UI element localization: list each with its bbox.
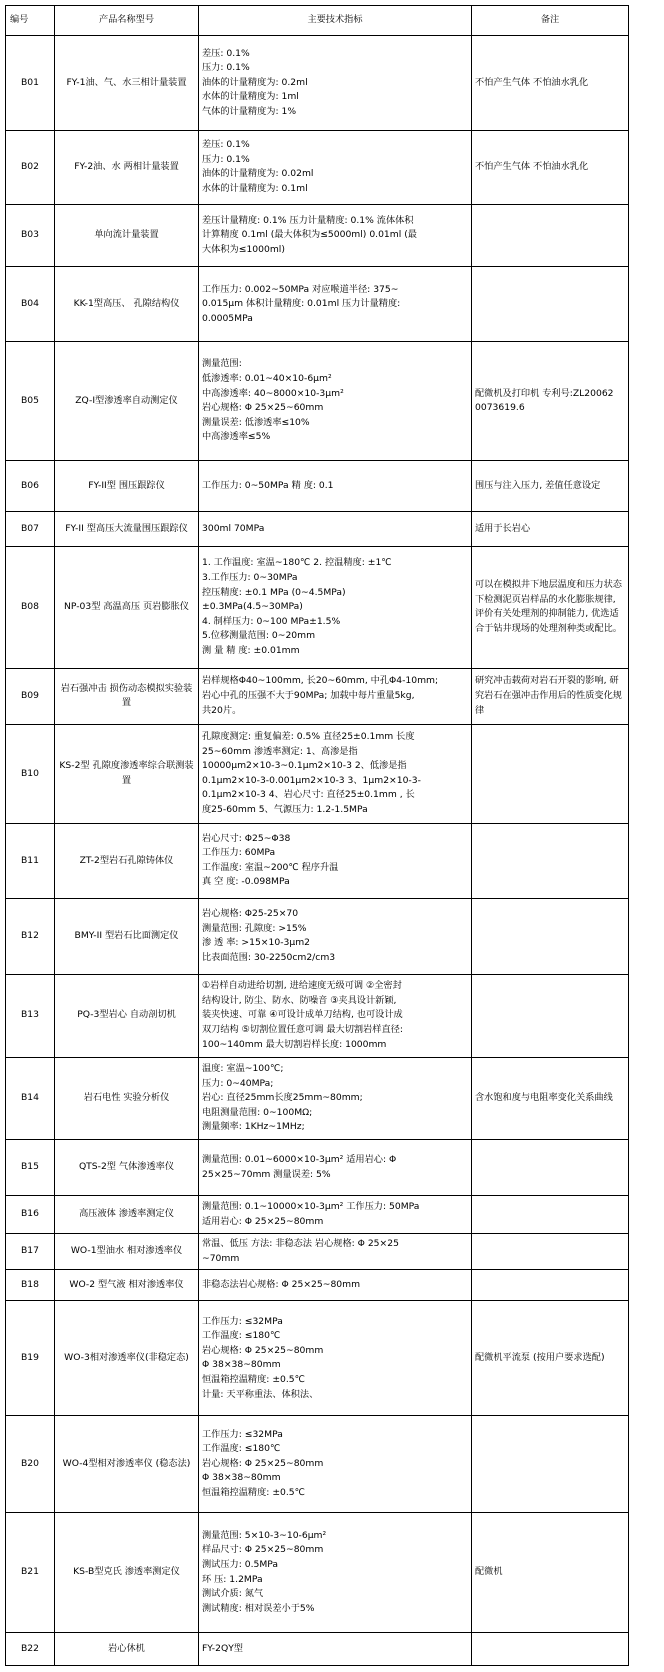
spec-line: Φ 38×38~80mm: [202, 1359, 281, 1371]
spec-line: 工作压力: ≤32MPa: [202, 1315, 283, 1327]
spec-line: 测 量 精 度: ±0.01mm: [202, 644, 300, 656]
cell-remark: 可以在模拟井下地层温度和压力状态下检测泥页岩样品的水化膨胀规律, 评价有关处理剂的抑制能力, 优选适合于钻井现场的处理剂种类或配比。: [472, 547, 629, 669]
spec-line: 温度: 室温~100℃;: [202, 1062, 284, 1074]
cell-specifications: [199, 547, 472, 669]
table-row: [6, 460, 629, 511]
table-row: [6, 267, 629, 342]
table-row: [6, 974, 629, 1057]
cell-product-name: 岩石电性 实验分析仪: [55, 1057, 199, 1140]
cell-specifications: [199, 204, 472, 267]
cell-code: B05: [6, 342, 55, 461]
table-row: [6, 512, 629, 547]
spec-line: 0.0005MPa: [202, 312, 253, 324]
spec-line: 岩样规格Φ40~100mm, 长20~60mm, 中孔Φ4-10mm;: [202, 675, 439, 687]
table-row: [6, 1057, 629, 1140]
spec-line: 真 空 度: -0.098MPa: [202, 876, 290, 888]
header-code: 编号: [6, 6, 55, 36]
spec-line: 300ml 70MPa: [202, 522, 265, 534]
spec-line: ①岩样自动进给切割, 进给速度无级可调 ②全密封: [202, 980, 402, 992]
cell-product-name: ZT-2型岩石孔隙铸体仪: [55, 823, 199, 898]
spec-line: 工作温度: 室温~200℃ 程序升温: [202, 861, 339, 873]
cell-specifications: [199, 267, 472, 342]
spec-line: 25×25~70mm 测量误差: 5%: [202, 1168, 331, 1180]
spec-line: 适用岩心: Φ 25×25~80mm: [202, 1215, 324, 1227]
spec-line: 差压: 0.1%: [202, 139, 250, 151]
table-row: [6, 1512, 629, 1633]
cell-code: B16: [6, 1196, 55, 1234]
table-row: [6, 898, 629, 974]
cell-product-name: KS-2型 孔隙度渗透率综合联测装置: [55, 724, 199, 823]
spec-line: 计量: 天平称重法、体积法、: [202, 1388, 319, 1400]
cell-specifications: [199, 512, 472, 547]
spec-line: 10000μm2×10-3~0.1μm2×10-3 2、低渗是指: [202, 760, 407, 772]
cell-specifications: [199, 1140, 472, 1196]
spec-line: 岩心规格: Φ 25×25~60mm: [202, 402, 324, 414]
spec-line: 装夹快速、可靠 ④可设计成单刀结构, 也可设计成: [202, 1009, 403, 1021]
table-row: [6, 1140, 629, 1196]
table-body: [6, 36, 629, 1666]
cell-code: B20: [6, 1416, 55, 1512]
cell-specifications: [199, 1633, 472, 1666]
cell-code: B09: [6, 668, 55, 724]
cell-code: B11: [6, 823, 55, 898]
cell-product-name: WO-3相对渗透率仪(非稳定态): [55, 1301, 199, 1416]
spec-line: 环 压: 1.2MPa: [202, 1573, 263, 1585]
spec-line: 共20片。: [202, 704, 242, 716]
spec-line: 低渗透率: 0.01~40×10-6μm²: [202, 372, 332, 384]
spec-line: 渗 透 率: >15×10-3μm2: [202, 937, 310, 949]
spec-line: 油体的计量精度为: 0.02ml: [202, 168, 314, 180]
cell-remark: 不怕产生气体 不怕油水乳化: [472, 36, 629, 131]
table-row: [6, 1633, 629, 1666]
spec-line: 岩心尺寸: Φ25~Φ38: [202, 832, 291, 844]
spec-line: 压力: 0.1%: [202, 153, 250, 165]
cell-specifications: [199, 1512, 472, 1633]
header-note: 备注: [472, 6, 629, 36]
spec-line: 孔隙度测定: 重复偏差: 0.5% 直径25±0.1mm 长度: [202, 731, 415, 743]
cell-product-name: PQ-3型岩心 自动剖切机: [55, 974, 199, 1057]
cell-specifications: [199, 36, 472, 131]
header-name: 产品名称型号: [55, 6, 199, 36]
spec-line: ~70mm: [202, 1252, 240, 1264]
spec-line: 25~60mm 渗透率测定: 1、高渗是指: [202, 745, 358, 757]
table-row: [6, 131, 629, 205]
spec-line: 工作温度: ≤180℃: [202, 1443, 281, 1455]
spec-line: 压力: 0~40MPa;: [202, 1077, 274, 1089]
header-spec: 主要技术指标: [199, 6, 472, 36]
spec-line: 岩心规格: Φ 25×25~80mm: [202, 1457, 324, 1469]
spec-line: 测量范围: 5×10-3~10-6μm²: [202, 1529, 327, 1541]
cell-code: B04: [6, 267, 55, 342]
spec-line: 压力: 0.1%: [202, 62, 250, 74]
cell-code: B06: [6, 460, 55, 511]
cell-code: B19: [6, 1301, 55, 1416]
spec-line: 测试精度: 相对误差小于5%: [202, 1602, 315, 1614]
spec-line: 样品尺寸: Φ 25×25~80mm: [202, 1544, 324, 1556]
spec-line: 双刀结构 ⑤切割位置任意可调 最大切割岩样直径:: [202, 1023, 403, 1035]
table-row: [6, 1234, 629, 1270]
spec-line: 工作温度: ≤180℃: [202, 1330, 281, 1342]
cell-product-name: QTS-2型 气体渗透率仪: [55, 1140, 199, 1196]
table-row: [6, 1416, 629, 1512]
cell-code: B13: [6, 974, 55, 1057]
spec-line: 岩心中孔的压强不大于90MPa; 加载中每片重量5kg,: [202, 690, 415, 702]
cell-remark: 适用于长岩心: [472, 512, 629, 547]
cell-product-name: 高压液体 渗透率测定仪: [55, 1196, 199, 1234]
cell-remark: 研究冲击载荷对岩石开裂的影响, 研究岩石在强冲击作用后的性质变化规律: [472, 668, 629, 724]
cell-remark: [472, 267, 629, 342]
table-row: [6, 823, 629, 898]
spec-line: 恒温箱控温精度: ±0.5℃: [202, 1373, 305, 1385]
header-row: [6, 6, 629, 36]
cell-product-name: NP-03型 高温高压 页岩膨胀仪: [55, 547, 199, 669]
spec-line: 工作压力: 0.002~50MPa 对应喉道半径: 375~: [202, 283, 399, 295]
spec-line: 测量频率: 1KHz~1MHz;: [202, 1121, 305, 1133]
spec-line: 控压精度: ±0.1 MPa (0~4.5MPa): [202, 586, 346, 598]
spec-line: 工作压力: 60MPa: [202, 847, 276, 859]
table-row: [6, 342, 629, 461]
spec-line: 计算精度 0.1ml (最大体积为≤5000ml) 0.01ml (最: [202, 229, 417, 241]
spec-line: 测量范围: 0.01~6000×10-3μm² 适用岩心: Φ: [202, 1154, 397, 1166]
cell-remark: [472, 724, 629, 823]
cell-remark: [472, 823, 629, 898]
cell-code: B22: [6, 1633, 55, 1666]
cell-remark: 围压与注入压力, 差值任意设定: [472, 460, 629, 511]
table-row: [6, 668, 629, 724]
spec-line: 测量范围:: [202, 358, 242, 370]
cell-specifications: [199, 898, 472, 974]
spec-line: 结构设计, 防尘、防水、防噪音 ③夹具设计新颖,: [202, 994, 397, 1006]
cell-code: B21: [6, 1512, 55, 1633]
cell-product-name: 单向流计量装置: [55, 204, 199, 267]
spec-line: 测试压力: 0.5MPa: [202, 1558, 279, 1570]
spec-line: FY-2QY型: [202, 1642, 243, 1654]
spec-line: 岩心规格: Φ25-25×70: [202, 908, 299, 920]
spec-line: 测量范围: 孔隙度: >15%: [202, 922, 307, 934]
cell-product-name: WO-2 型气液 相对渗透率仪: [55, 1269, 199, 1300]
cell-remark: [472, 1416, 629, 1512]
cell-product-name: WO-4型相对渗透率仪 (稳态法): [55, 1416, 199, 1512]
cell-product-name: KS-B型克氏 渗透率测定仪: [55, 1512, 199, 1633]
spec-line: 中高渗透率: 40~8000×10-3μm²: [202, 387, 344, 399]
cell-remark: 配微机: [472, 1512, 629, 1633]
spec-line: 水体的计量精度为: 1ml: [202, 91, 299, 103]
spec-line: 比表面范围: 30-2250cm2/cm3: [202, 951, 336, 963]
cell-specifications: [199, 724, 472, 823]
cell-code: B02: [6, 131, 55, 205]
spec-line: 测量误差: 低渗透率≤10%: [202, 416, 310, 428]
spec-line: 0.1μm2×10-3-0.001μm2×10-3 3、1μm2×10-3-: [202, 774, 421, 786]
cell-remark: [472, 974, 629, 1057]
cell-code: B14: [6, 1057, 55, 1140]
table-row: [6, 1301, 629, 1416]
spec-line: 测量范围: 0.1~10000×10-3μm² 工作压力: 50MPa: [202, 1201, 420, 1213]
spec-line: 气体的计量精度为: 1%: [202, 105, 297, 117]
spec-line: 大体积为≤1000ml): [202, 243, 285, 255]
spec-line: 工作压力: 0~50MPa 精 度: 0.1: [202, 479, 334, 491]
spec-line: 油体的计量精度为: 0.2ml: [202, 76, 308, 88]
spec-line: 3.工作压力: 0~30MPa: [202, 571, 298, 583]
cell-code: B17: [6, 1234, 55, 1270]
spec-line: 1. 工作温度: 室温~180℃ 2. 控温精度: ±1℃: [202, 557, 392, 569]
spec-line: 差压: 0.1%: [202, 47, 250, 59]
cell-code: B12: [6, 898, 55, 974]
cell-remark: 含水饱和度与电阻率变化关系曲线: [472, 1057, 629, 1140]
spec-line: 0.015μm 体积计量精度: 0.01ml 压力计量精度:: [202, 298, 401, 310]
cell-code: B08: [6, 547, 55, 669]
cell-product-name: WO-1型油水 相对渗透率仪: [55, 1234, 199, 1270]
spec-line: 测试介质: 氮气: [202, 1588, 264, 1600]
cell-remark: [472, 1234, 629, 1270]
cell-code: B10: [6, 724, 55, 823]
cell-specifications: [199, 1416, 472, 1512]
cell-remark: 配微机及打印机 专利号:ZL20062 0073619.6: [472, 342, 629, 461]
spec-line: 岩心规格: Φ 25×25~80mm: [202, 1344, 324, 1356]
cell-code: B18: [6, 1269, 55, 1300]
spec-line: 5.位移测量范围: 0~20mm: [202, 630, 316, 642]
equipment-spec-table: [5, 5, 629, 1666]
cell-product-name: BMY-II 型岩石比面测定仪: [55, 898, 199, 974]
spec-line: 非稳态法岩心规格: Φ 25×25~80mm: [202, 1278, 361, 1290]
spec-line: 工作压力: ≤32MPa: [202, 1428, 283, 1440]
cell-remark: [472, 1140, 629, 1196]
cell-remark: [472, 898, 629, 974]
cell-specifications: [199, 460, 472, 511]
cell-product-name: 岩石强冲击 损伤动态模拟实验装置: [55, 668, 199, 724]
cell-code: B03: [6, 204, 55, 267]
cell-specifications: [199, 1301, 472, 1416]
cell-product-name: 岩心休机: [55, 1633, 199, 1666]
cell-specifications: [199, 1269, 472, 1300]
cell-remark: 配微机平流泵 (按用户要求选配): [472, 1301, 629, 1416]
table-row: [6, 1269, 629, 1300]
spec-line: 0.1μm2×10-3 4、岩心尺寸: 直径25±0.1mm , 长: [202, 789, 415, 801]
cell-specifications: [199, 974, 472, 1057]
cell-specifications: [199, 1234, 472, 1270]
spec-line: 100~140mm 最大切割岩样长度: 1000mm: [202, 1038, 387, 1050]
spec-line: 中高渗透率≤5%: [202, 431, 271, 443]
table-row: [6, 36, 629, 131]
cell-remark: [472, 204, 629, 267]
spec-line: Φ 38×38~80mm: [202, 1472, 281, 1484]
cell-product-name: ZQ-I型渗透率自动测定仪: [55, 342, 199, 461]
spec-line: 电阻测量范围: 0~100MΩ;: [202, 1106, 313, 1118]
cell-code: B15: [6, 1140, 55, 1196]
spec-line: 度25-60mm 5、气源压力: 1.2-1.5MPa: [202, 804, 368, 816]
table-row: [6, 204, 629, 267]
spec-line: 水体的计量精度为: 0.1ml: [202, 183, 308, 195]
cell-remark: [472, 1269, 629, 1300]
table-row: [6, 724, 629, 823]
table-row: [6, 1196, 629, 1234]
spec-line: 恒温箱控温精度: ±0.5℃: [202, 1486, 305, 1498]
cell-specifications: [199, 1196, 472, 1234]
cell-product-name: FY-II型 围压跟踪仪: [55, 460, 199, 511]
spec-line: 常温、低压 方法: 非稳态法 岩心规格: Φ 25×25: [202, 1237, 399, 1249]
cell-product-name: FY-2油、水 两相计量装置: [55, 131, 199, 205]
cell-specifications: [199, 131, 472, 205]
spec-line: ±0.3MPa(4.5~30MPa): [202, 601, 303, 613]
cell-product-name: FY-1油、气、水三相计量装置: [55, 36, 199, 131]
spec-line: 4. 制样压力: 0~100 MPa±1.5%: [202, 615, 341, 627]
cell-code: B07: [6, 512, 55, 547]
spec-line: 岩心: 直径25mm长度25mm~80mm;: [202, 1092, 363, 1104]
cell-specifications: [199, 668, 472, 724]
cell-specifications: [199, 342, 472, 461]
cell-remark: 不怕产生气体 不怕油水乳化: [472, 131, 629, 205]
cell-specifications: [199, 823, 472, 898]
spec-line: 差压计量精度: 0.1% 压力计量精度: 0.1% 流体体积: [202, 214, 414, 226]
cell-remark: [472, 1196, 629, 1234]
cell-code: B01: [6, 36, 55, 131]
cell-remark: [472, 1633, 629, 1666]
cell-specifications: [199, 1057, 472, 1140]
cell-product-name: KK-1型高压、 孔隙结构仪: [55, 267, 199, 342]
table-row: [6, 547, 629, 669]
cell-product-name: FY-II 型高压大流量围压跟踪仪: [55, 512, 199, 547]
